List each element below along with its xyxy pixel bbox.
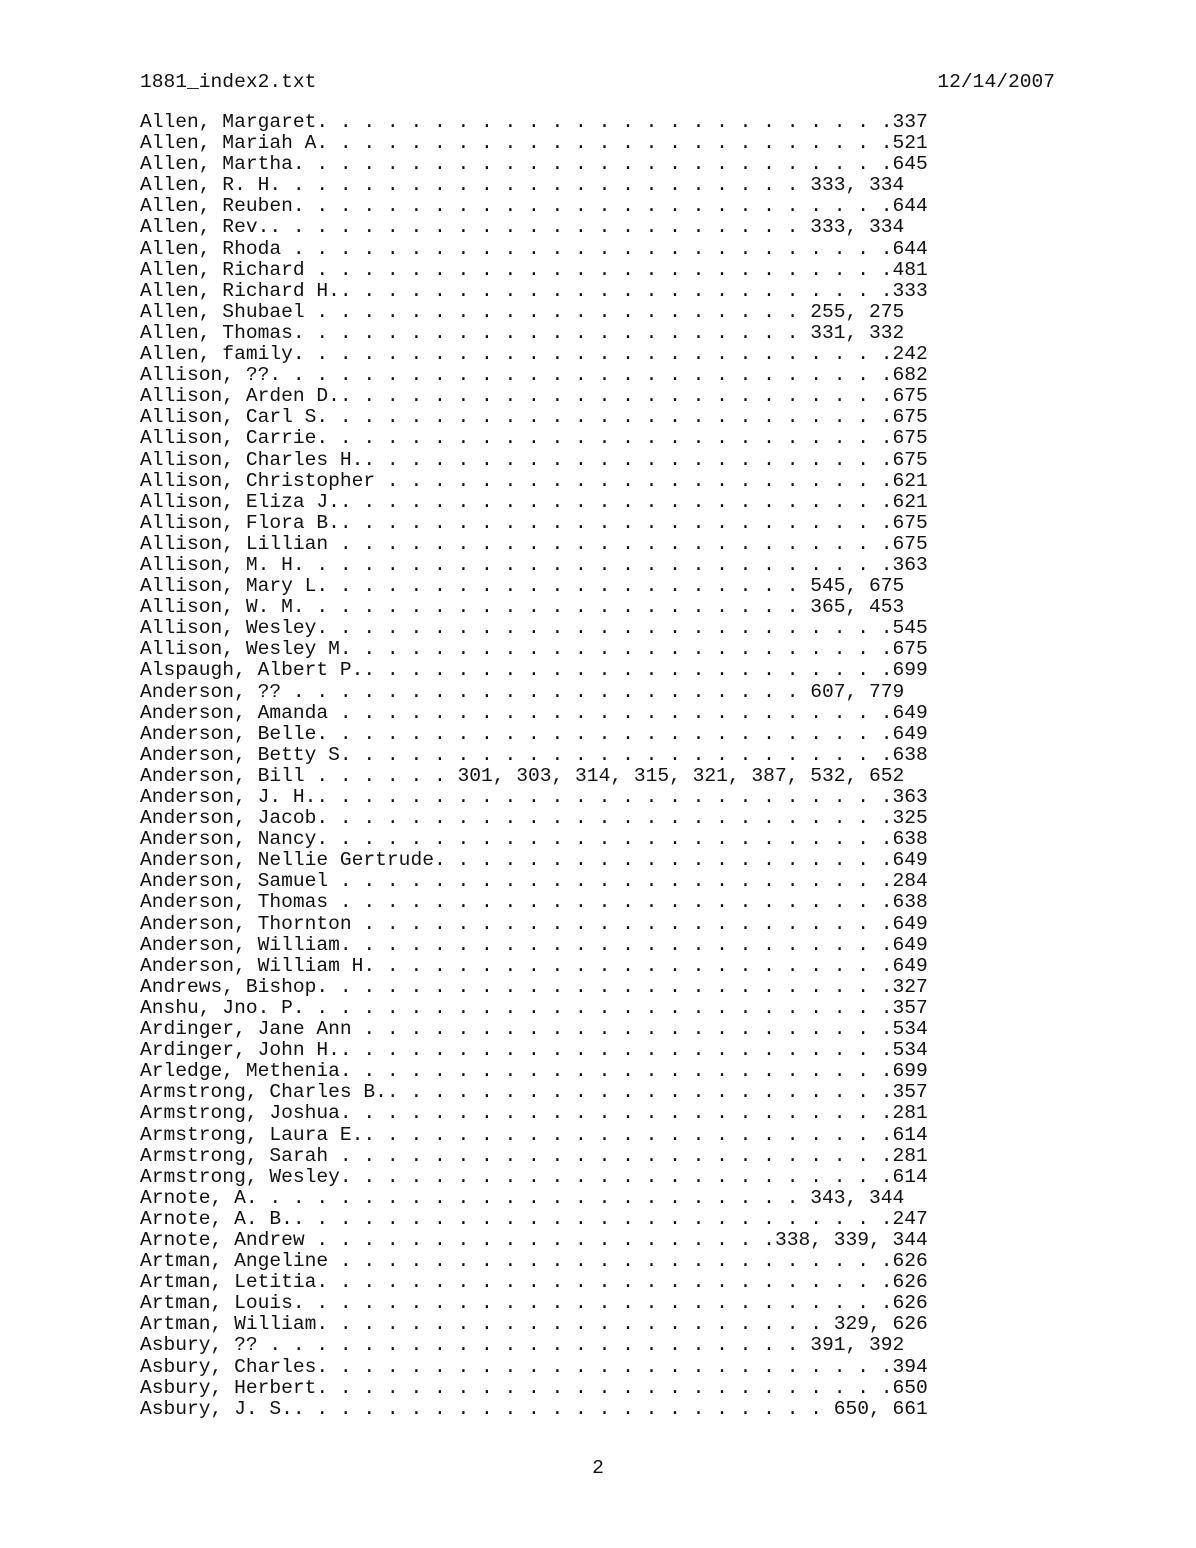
index-entry: Asbury, Herbert. . . . . . . . . . . . . . . . . . . . . . . . .650 [140, 1376, 928, 1399]
index-entry: Armstrong, Wesley. . . . . . . . . . . . . . . . . . . . . . . .614 [140, 1165, 928, 1188]
index-entry: Anderson, Betty S. . . . . . . . . . . . . . . . . . . . . . . .638 [140, 743, 928, 766]
index-entry: Allen, Richard . . . . . . . . . . . . . . . . . . . . . . . . .481 [140, 258, 928, 281]
index-entry: Artman, Angeline . . . . . . . . . . . . . . . . . . . . . . . .626 [140, 1250, 928, 1273]
index-entry: Anshu, Jno. P. . . . . . . . . . . . . . . . . . . . . . . . . .357 [140, 996, 928, 1019]
index-entry: Allen, R. H. . . . . . . . . . . . . . . . . . . . . . . 333, 334 [140, 174, 905, 197]
index-entry: Allison, Charles H.. . . . . . . . . . . . . . . . . . . . . . .675 [140, 448, 928, 471]
index-entry: Anderson, Thomas . . . . . . . . . . . . . . . . . . . . . . . .638 [140, 891, 928, 914]
index-entry: Anderson, Samuel . . . . . . . . . . . . . . . . . . . . . . . .284 [140, 870, 928, 893]
index-entry: Armstrong, Laura E.. . . . . . . . . . . . . . . . . . . . . . .614 [140, 1123, 928, 1146]
index-entry: Anderson, Bill . . . . . . 301, 303, 314, 315, 321, 387, 532, 652 [140, 764, 905, 787]
index-entry: Asbury, ?? . . . . . . . . . . . . . . . . . . . . . . . 391, 392 [140, 1334, 905, 1357]
index-entry: Anderson, J. H.. . . . . . . . . . . . . . . . . . . . . . . . .363 [140, 786, 928, 808]
index-entry: Allison, Carl S. . . . . . . . . . . . . . . . . . . . . . . . .675 [140, 406, 928, 429]
index-entry: Artman, Louis. . . . . . . . . . . . . . . . . . . . . . . . . .626 [140, 1292, 928, 1315]
index-entry: Armstrong, Joshua. . . . . . . . . . . . . . . . . . . . . . . .281 [140, 1102, 928, 1125]
document-date: 12/14/2007 [937, 71, 1055, 93]
index-entry: Artman, Letitia. . . . . . . . . . . . . . . . . . . . . . . . .626 [140, 1271, 928, 1294]
index-entry: Allen, Margaret. . . . . . . . . . . . . . . . . . . . . . . . .337 [140, 111, 928, 133]
index-entry: Anderson, Nancy. . . . . . . . . . . . . . . . . . . . . . . . .638 [140, 828, 928, 851]
index-entry: Anderson, Jacob. . . . . . . . . . . . . . . . . . . . . . . . .325 [140, 807, 928, 830]
index-entry: Arnote, A. . . . . . . . . . . . . . . . . . . . . . . . 343, 344 [140, 1186, 905, 1209]
index-entry: Allen, Rhoda . . . . . . . . . . . . . . . . . . . . . . . . . .644 [140, 237, 928, 260]
index-entry: Allison, Wesley. . . . . . . . . . . . . . . . . . . . . . . . .545 [140, 617, 928, 640]
index-entry: Allison, Christopher . . . . . . . . . . . . . . . . . . . . . .621 [140, 469, 928, 492]
index-entry: Allison, Mary L. . . . . . . . . . . . . . . . . . . . . 545, 675 [140, 575, 905, 598]
index-entry: Allen, Richard H.. . . . . . . . . . . . . . . . . . . . . . . .333 [140, 279, 928, 302]
index-entry: Ardinger, John H.. . . . . . . . . . . . . . . . . . . . . . . .534 [140, 1039, 928, 1062]
index-entry: Armstrong, Sarah . . . . . . . . . . . . . . . . . . . . . . . .281 [140, 1144, 928, 1167]
index-entry: Andrews, Bishop. . . . . . . . . . . . . . . . . . . . . . . . .327 [140, 975, 928, 998]
index-entry: Anderson, William. . . . . . . . . . . . . . . . . . . . . . . .649 [140, 933, 928, 956]
index-entry: Allen, Thomas. . . . . . . . . . . . . . . . . . . . . . 331, 332 [140, 321, 905, 344]
page-header [140, 70, 1055, 94]
index-entry: Alspaugh, Albert P.. . . . . . . . . . . . . . . . . . . . . . .699 [140, 659, 928, 682]
index-entry: Allison, Flora B.. . . . . . . . . . . . . . . . . . . . . . . .675 [140, 511, 928, 534]
index-entry: Allison, M. H. . . . . . . . . . . . . . . . . . . . . . . . . .363 [140, 553, 928, 576]
index-entry: Allen, Mariah A. . . . . . . . . . . . . . . . . . . . . . . . .521 [140, 132, 928, 155]
index-entry: Anderson, ?? . . . . . . . . . . . . . . . . . . . . . . 607, 779 [140, 680, 905, 703]
index-entry: Allison, Eliza J.. . . . . . . . . . . . . . . . . . . . . . . .621 [140, 490, 928, 513]
index-entry: Arnote, A. B.. . . . . . . . . . . . . . . . . . . . . . . . . .247 [140, 1207, 928, 1230]
index-entry: Allison, W. M. . . . . . . . . . . . . . . . . . . . . . 365, 453 [140, 596, 905, 619]
index-entry: Ardinger, Jane Ann . . . . . . . . . . . . . . . . . . . . . . .534 [140, 1018, 928, 1041]
index-entry: Allen, Reuben. . . . . . . . . . . . . . . . . . . . . . . . . .644 [140, 195, 928, 218]
index-entry: Allen, Shubael . . . . . . . . . . . . . . . . . . . . . 255, 275 [140, 300, 905, 323]
index-entry: Allen, Martha. . . . . . . . . . . . . . . . . . . . . . . . . .645 [140, 153, 928, 176]
index-entry: Arnote, Andrew . . . . . . . . . . . . . . . . . . . .338, 339, 344 [140, 1228, 928, 1251]
index-entry-list [140, 112, 928, 1420]
index-entry: Asbury, Charles. . . . . . . . . . . . . . . . . . . . . . . . .394 [140, 1355, 928, 1378]
index-entry: Allison, Arden D.. . . . . . . . . . . . . . . . . . . . . . . .675 [140, 385, 928, 408]
index-entry: Allison, Lillian . . . . . . . . . . . . . . . . . . . . . . . .675 [140, 532, 928, 555]
index-entry: Allen, Rev.. . . . . . . . . . . . . . . . . . . . . . . 333, 334 [140, 216, 905, 239]
index-entry: Arledge, Methenia. . . . . . . . . . . . . . . . . . . . . . . .699 [140, 1060, 928, 1083]
index-entry: Allen, family. . . . . . . . . . . . . . . . . . . . . . . . . .242 [140, 343, 928, 366]
index-entry: Anderson, Nellie Gertrude. . . . . . . . . . . . . . . . . . . .649 [140, 849, 928, 872]
document-filename: 1881_index2.txt [140, 71, 317, 93]
index-entry: Allison, ??. . . . . . . . . . . . . . . . . . . . . . . . . . .682 [140, 364, 928, 387]
index-entry: Allison, Wesley M. . . . . . . . . . . . . . . . . . . . . . . .675 [140, 638, 928, 661]
index-entry: Anderson, Belle. . . . . . . . . . . . . . . . . . . . . . . . .649 [140, 722, 928, 745]
index-entry: Anderson, Amanda . . . . . . . . . . . . . . . . . . . . . . . .649 [140, 701, 928, 724]
index-entry: Asbury, J. S.. . . . . . . . . . . . . . . . . . . . . . . 650, 661 [140, 1397, 928, 1420]
index-entry: Armstrong, Charles B.. . . . . . . . . . . . . . . . . . . . . .357 [140, 1081, 928, 1104]
index-entry: Anderson, Thornton . . . . . . . . . . . . . . . . . . . . . . .649 [140, 912, 928, 935]
index-entry: Artman, William. . . . . . . . . . . . . . . . . . . . . . 329, 626 [140, 1313, 928, 1336]
index-entry: Allison, Carrie. . . . . . . . . . . . . . . . . . . . . . . . .675 [140, 427, 928, 450]
index-entry: Anderson, William H. . . . . . . . . . . . . . . . . . . . . . .649 [140, 954, 928, 977]
page-number: 2 [592, 1457, 604, 1479]
